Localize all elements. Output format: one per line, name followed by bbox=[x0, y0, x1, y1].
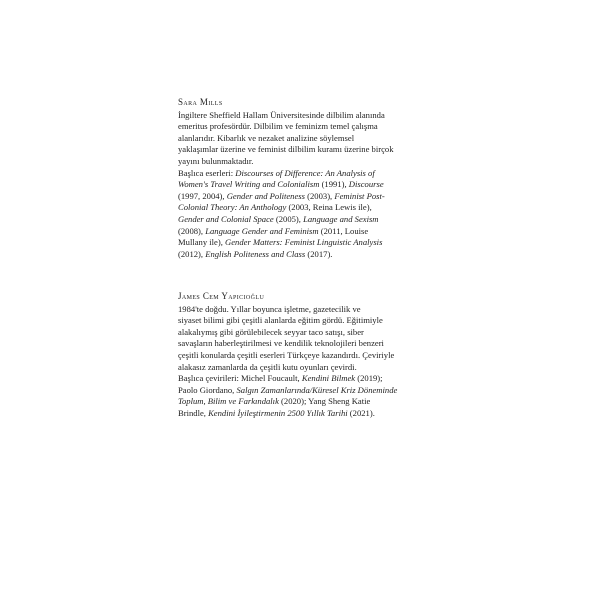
works-line bbox=[178, 179, 440, 191]
work-title: Gender Matters: Feminist Linguistic Analysis bbox=[225, 237, 383, 248]
works-line bbox=[178, 237, 440, 249]
text-line: İngiltere Sheffield Hallam Üniversitesinde dilbilim alanında bbox=[178, 109, 385, 120]
work-title: Women's Travel Writing and Colonialism bbox=[178, 179, 320, 190]
works-text: Brindle, bbox=[178, 407, 209, 418]
works-text: Paolo Giordano, bbox=[178, 384, 237, 395]
work-title: Discourses of Difference: An Analysis of bbox=[235, 167, 375, 178]
work-title: Colonial Theory: An Anthology bbox=[178, 202, 287, 213]
works-text: (2012), bbox=[178, 248, 206, 259]
works-text: (2011, Louise bbox=[318, 225, 369, 236]
translator-name: James Cem Yapıcıoğlu bbox=[178, 291, 265, 301]
works-line bbox=[178, 385, 440, 397]
author-bio-sara-mills bbox=[178, 97, 440, 260]
author-works bbox=[178, 168, 440, 261]
works-text: (1997, 2004), bbox=[178, 190, 227, 201]
author-name: Sara Mills bbox=[178, 97, 223, 107]
translator-works bbox=[178, 373, 440, 419]
author-description bbox=[178, 110, 440, 168]
works-line bbox=[178, 214, 440, 226]
works-text: (2008), bbox=[178, 225, 206, 236]
works-text: Mullany ile), bbox=[178, 237, 226, 248]
text-line: siyaset bilimi gibi çeşitli alanlarda eğitim gördü. Eğitimiyle bbox=[178, 315, 383, 326]
work-title: Language Gender and Feminism bbox=[205, 225, 319, 236]
translator-description bbox=[178, 304, 440, 374]
text-line: alanlarıdır. Kibarlık ve nezaket analizine söylemsel bbox=[178, 132, 355, 143]
works-line bbox=[178, 373, 440, 385]
text-line: yaklaşımlar üzerine ve feminist dilbilim kuramı üzerine birçok bbox=[178, 144, 394, 155]
works-text: (2021). bbox=[347, 407, 375, 418]
text-line: yayını bulunmaktadır. bbox=[178, 155, 254, 166]
works-line bbox=[178, 191, 440, 203]
work-title: Language and Sexism bbox=[303, 213, 379, 224]
text-line: savaşların haberleştirilmesi ve kendilik teknolojileri benzeri bbox=[178, 338, 384, 349]
works-line bbox=[178, 396, 440, 408]
works-text: (2003), bbox=[305, 190, 335, 201]
works-line bbox=[178, 168, 440, 180]
work-title: Toplum, Bilim ve Farkındalık bbox=[178, 396, 279, 407]
works-line bbox=[178, 249, 440, 261]
works-line bbox=[178, 226, 440, 238]
text-line: 1984'te doğdu. Yıllar boyunca işletme, gazetecilik ve bbox=[178, 303, 361, 314]
work-title: Gender and Colonial Space bbox=[178, 213, 274, 224]
work-title: Kendini İyileştirmenin 2500 Yıllık Tarihi bbox=[208, 407, 348, 418]
work-title: Kendini Bilmek bbox=[301, 373, 356, 384]
text-line: alakalıymış gibi görülebilecek seyyar taco satışı, siber bbox=[178, 326, 364, 337]
work-title: Feminist Post- bbox=[334, 190, 385, 201]
works-text: (2017). bbox=[305, 248, 333, 259]
work-title: Salgın Zamanlarında/Küresel Kriz Döneminde bbox=[236, 384, 398, 395]
works-line bbox=[178, 202, 440, 214]
text-line: emeritus profesördür. Dilbilim ve feminizm temel çalışma bbox=[178, 121, 378, 132]
text-line: çeşitli konularda çeşitli eserleri Türkçeye kazandırdı. Çeviriyle bbox=[178, 349, 395, 360]
work-title: English Politeness and Class bbox=[205, 248, 306, 259]
works-line bbox=[178, 408, 440, 420]
works-text: (2019); bbox=[355, 373, 383, 384]
translator-bio-james-cem-yapicioglu bbox=[178, 291, 440, 420]
work-title: Gender and Politeness bbox=[226, 190, 305, 201]
work-title: Discourse bbox=[348, 179, 384, 190]
works-text: (1991), bbox=[319, 179, 349, 190]
works-text: (2005), bbox=[273, 213, 304, 224]
works-text: Başlıca çevirileri: Michel Foucault, bbox=[178, 373, 302, 384]
works-text: Başlıca eserleri: bbox=[178, 167, 236, 178]
text-line: alakasız zamanlarda da çeşitli kutu oyunları çevirdi. bbox=[178, 361, 357, 372]
works-text: (2003, Reina Lewis ile), bbox=[286, 202, 372, 213]
works-text: (2020); Yang Sheng Katie bbox=[278, 396, 371, 407]
